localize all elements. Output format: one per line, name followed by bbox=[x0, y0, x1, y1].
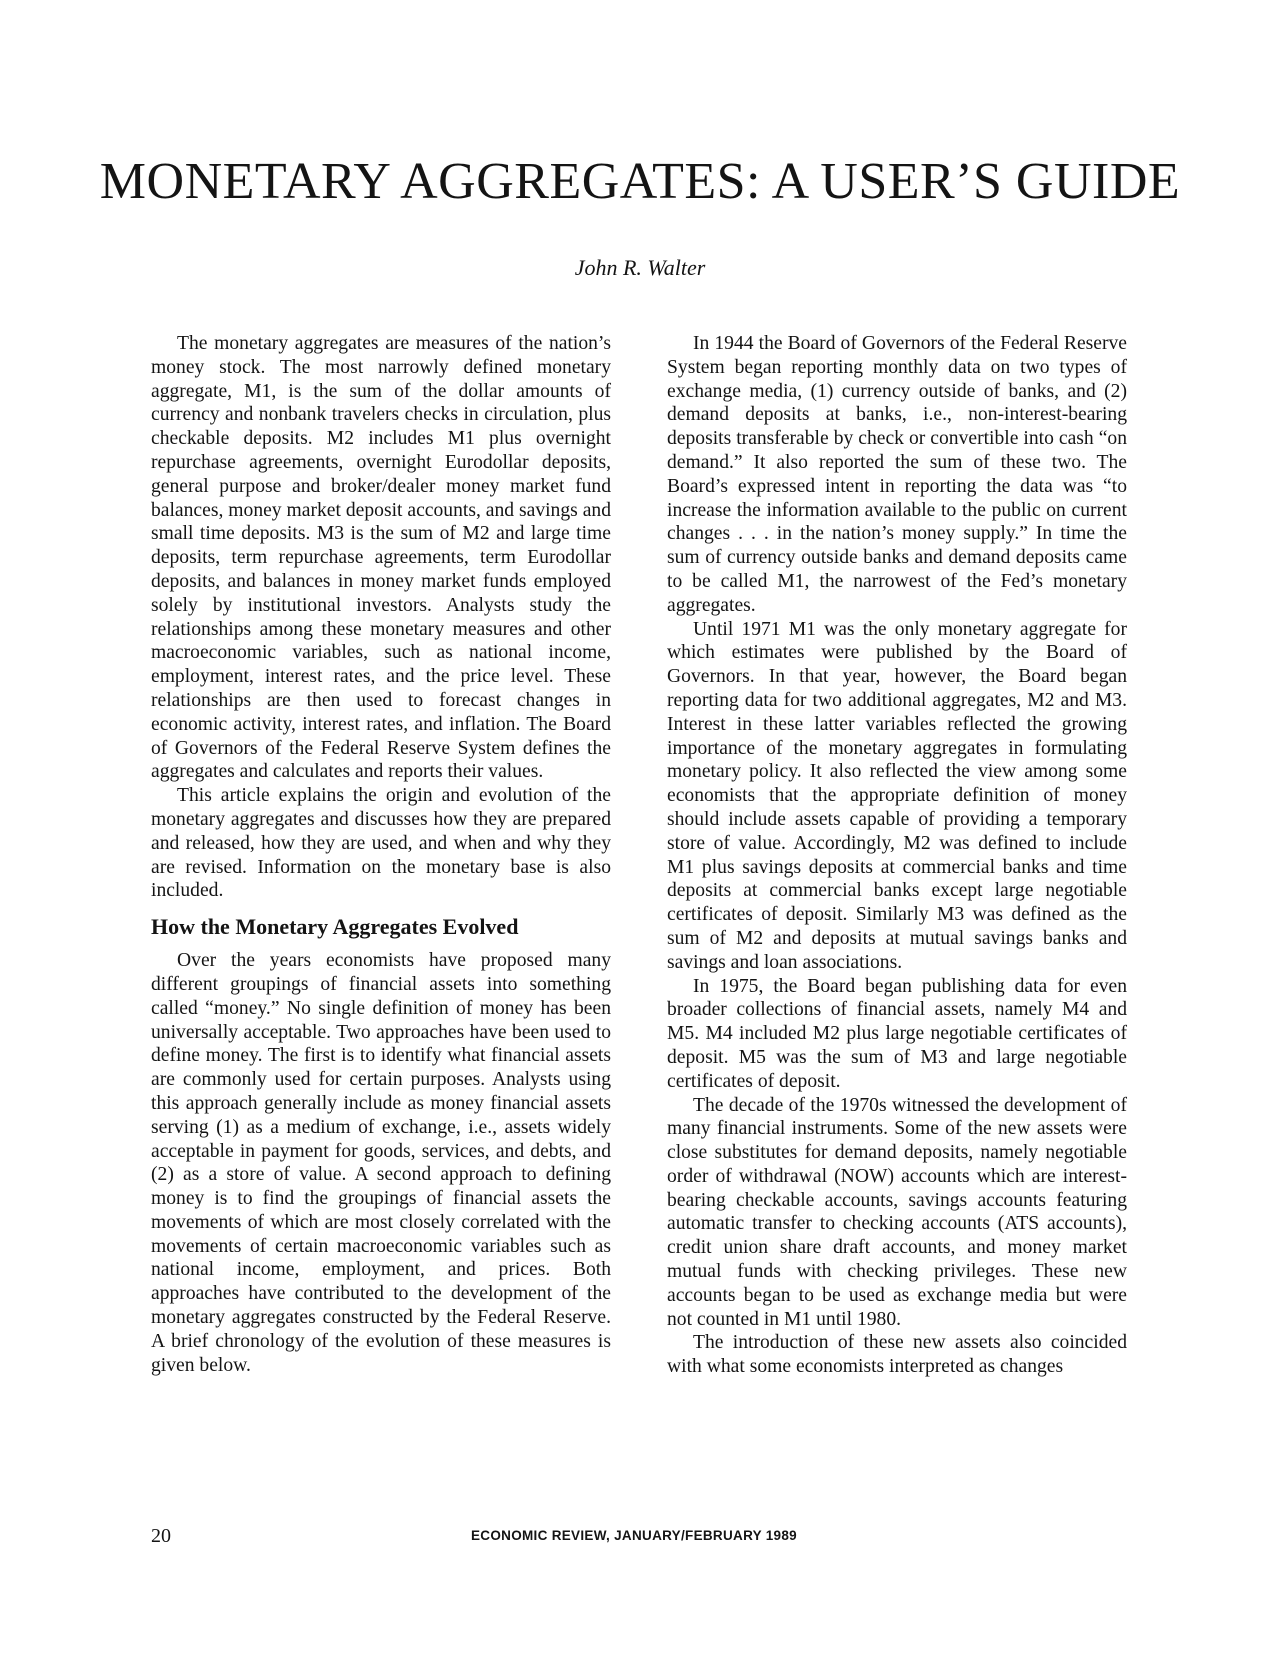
body-paragraph: Until 1971 M1 was the only monetary aggregate for which estimates were published by the Board of Governors. In that year, however, the Board began reporting data for two additional aggregates, M2 and M3. Interest in these latter variables reflected the growing importance of the monetary aggregates in formulating monetary policy. It also reflected the view among some economists that the appropriate definition of money should include assets capable of providing a temporary store of value. Accordingly, M2 was defined to include M1 plus savings deposits at commercial banks and time deposits at commercial banks except large negotiable certificates of deposit. Similarly M3 was defined as the sum of M2 and deposits at mutual savings banks and savings and loan associations. bbox=[667, 618, 1127, 973]
body-paragraph: In 1975, the Board began publishing data for even broader collections of financial assets, namely M4 and M5. M4 included M2 plus large negotiable certificates of deposit. M5 was the sum of M3 and large negotiable certificates of deposit. bbox=[667, 975, 1127, 1092]
intro-paragraph: This article explains the origin and evolution of the monetary aggregates and discusses how they are prepared and released, how they are used, and when and why they are revised. Information on the monetary base is also included. bbox=[151, 785, 611, 902]
body-paragraph: The introduction of these new assets also coincided with what some economists interpreted as changes bbox=[667, 1332, 1127, 1378]
intro-paragraph: The monetary aggregates are measures of the nation’s money stock. The most narrowly defined monetary aggregate, M1, is the sum of the dollar amounts of currency and nonbank travelers checks in circulation, plus checkable deposits. M2 includes M1 plus overnight repurchase agreements, overnight Eurodollar deposits, general purpose and broker/dealer money market fund balances, money market deposit accounts, and savings and small time deposits. M3 is the sum of M2 and large time deposits, term repurchase agreements, term Eurodollar deposits, and balances in money market funds employed solely by institutional investors. Analysts study the relationships among these monetary measures and other macroeconomic variables, such as national income, employment, interest rates, and the price level. These relationships are then used to forecast changes in economic activity, interest rates, and inflation. The Board of Governors of the Federal Reserve System defines the aggregates and calculates and reports their values. bbox=[151, 333, 611, 783]
right-column bbox=[667, 332, 1127, 1379]
section-heading: How the Monetary Aggregates Evolved bbox=[151, 914, 519, 940]
left-column bbox=[151, 332, 611, 1377]
journal-footer: ECONOMIC REVIEW, JANUARY/FEBRUARY 1989 bbox=[471, 1528, 797, 1543]
section-paragraph: Over the years economists have proposed many different groupings of financial assets into something called “money.” No single definition of money has been universally acceptable. Two approaches have been used to define money. The first is to identify what financial assets are commonly used for certain purposes. Analysts using this approach generally include as money financial assets serving (1) as a medium of exchange, i.e., assets widely acceptable in payment for goods, services, and debts, and (2) as a store of value. A second approach to defining money is to find the groupings of financial assets the movements of which are most closely correlated with the movements of certain macroeconomic variables such as national income, employment, and prices. Both approaches have contributed to the development of the monetary aggregates constructed by the Federal Reserve. A brief chronology of the evolution of these measures is given below. bbox=[151, 950, 611, 1376]
body-paragraph: In 1944 the Board of Governors of the Federal Reserve System began reporting monthly data on two types of exchange media, (1) currency outside of banks, and (2) demand deposits at banks, i.e., non-interest-bearing deposits transferable by check or convertible into cash “on demand.” It also reported the sum of these two. The Board’s expressed intent in reporting the data was “to increase the information available to the public on current changes . . . in the nation’s money supply.” In time the sum of currency outside banks and demand deposits came to be called M1, the narrowest of the Fed’s monetary aggregates. bbox=[667, 333, 1127, 616]
author-byline: John R. Walter bbox=[574, 255, 706, 280]
article-title: MONETARY AGGREGATES: A USER’S GUIDE bbox=[99, 153, 1181, 210]
body-paragraph: The decade of the 1970s witnessed the development of many financial instruments. Some of the new assets were close substitutes for demand deposits, namely negotiable order of withdrawal (NOW) accounts which are interest-bearing checkable accounts, savings accounts featuring automatic transfer to checking accounts (ATS accounts), credit union share draft accounts, and money market mutual funds with checking privileges. These new accounts began to be used as exchange media but were not counted in M1 until 1980. bbox=[667, 1094, 1127, 1330]
page-number: 20 bbox=[151, 1525, 171, 1547]
